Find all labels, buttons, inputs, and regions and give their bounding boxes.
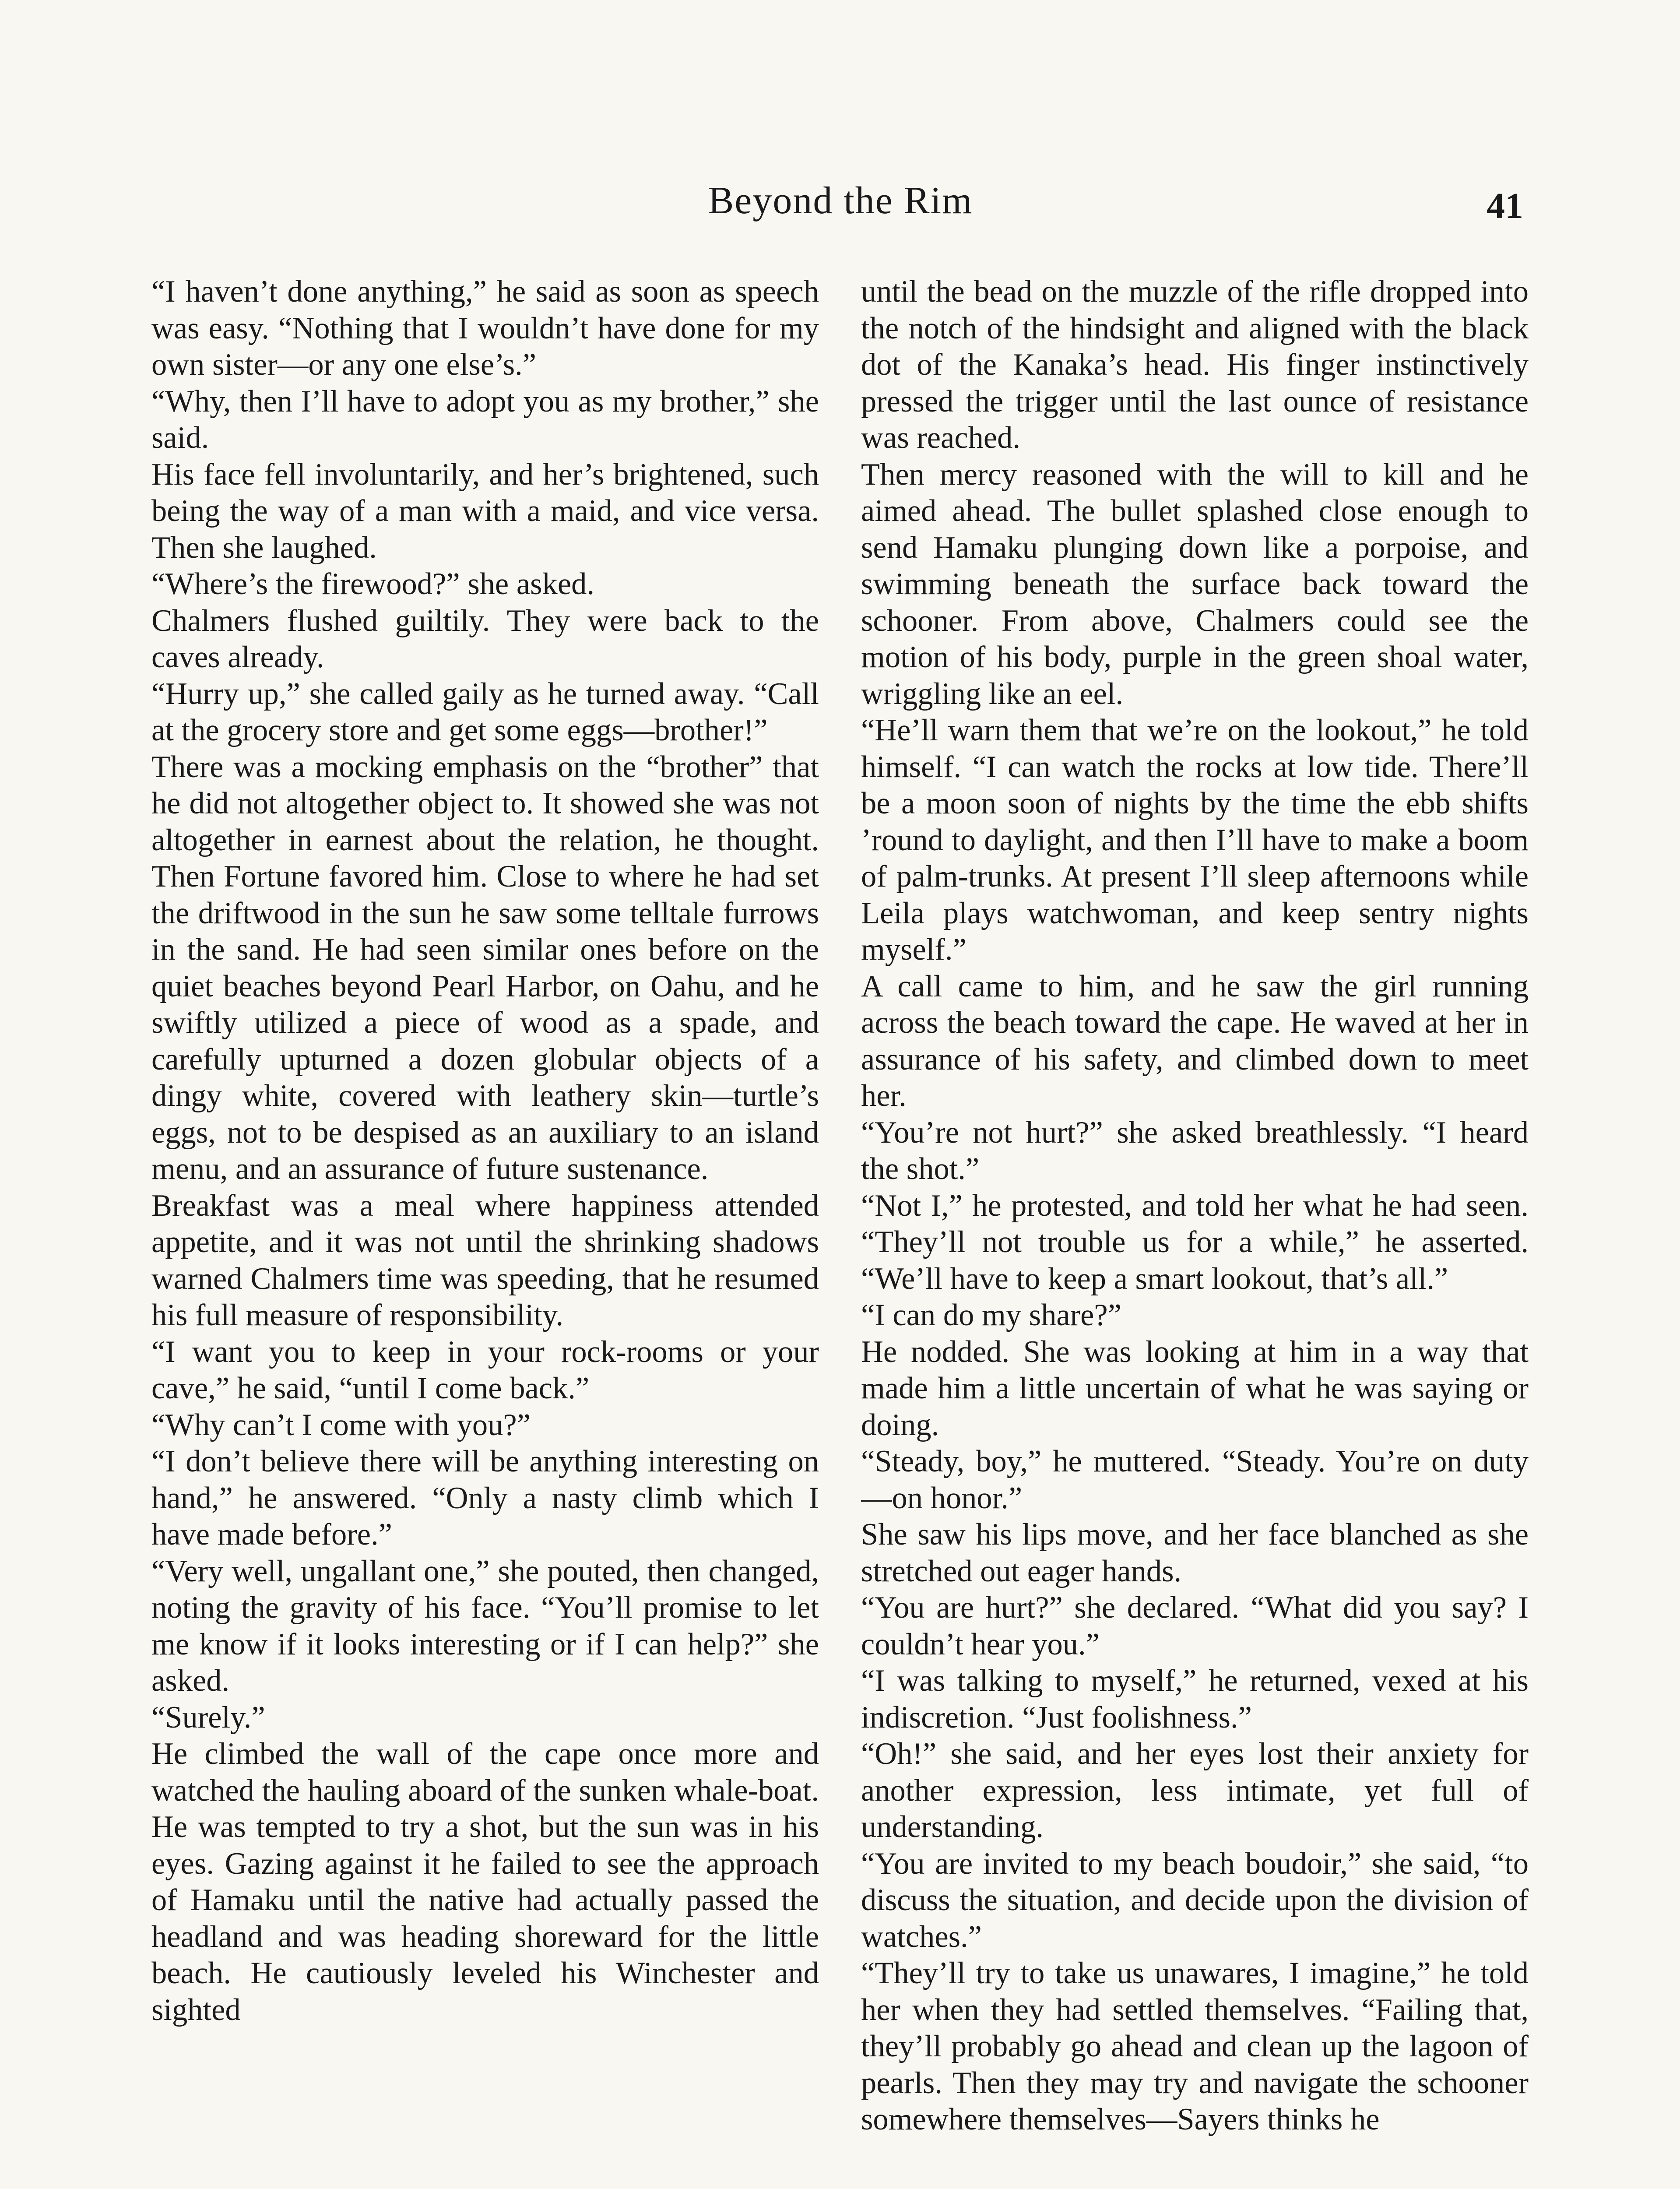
paragraph: “They’ll try to take us unawares, I imagine,” he told her when they had settled themselves. “Failing that, they’ll probably go ahead and clean up the lagoon of pearls. Then they may try and navigate the schooner somewhere themselves—Sayers thinks he <box>861 1956 1529 2136</box>
paragraph: “I was talking to myself,” he returned, vexed at his indiscretion. “Just foolishness.” <box>861 1664 1529 1735</box>
paragraph: She saw his lips move, and her face blanched as she stretched out eager hands. <box>861 1517 1529 1588</box>
paragraph: “He’ll warn them that we’re on the lookout,” he told himself. “I can watch the rocks at low tide. There’ll be a moon soon of nights by the time the ebb shifts ’round to daylight, and then I’ll have to make a boom of palm-trunks. At present I’ll sleep afternoons while Leila plays watchwoman, and keep sentry nights myself.” <box>861 713 1529 967</box>
left-text-column <box>151 274 819 2189</box>
paragraph: “Why can’t I come with you?” <box>151 1408 531 1442</box>
paragraph: He nodded. She was looking at him in a way that made him a little uncertain of what he was saying or doing. <box>861 1334 1529 1442</box>
paragraph: “Surely.” <box>151 1700 265 1735</box>
paragraph: “Not I,” he protested, and told her what he had seen. “They’ll not trouble us for a while,” he asserted. “We’ll have to keep a smart lookout, that’s all.” <box>861 1188 1529 1296</box>
paragraph: Then mercy reasoned with the will to kill and he aimed ahead. The bullet splashed close enough to send Hamaku plunging down like a porpoise, and swimming beneath the surface back toward the schooner. From above, Chalmers could see the motion of his body, purple in the green shoal water, wriggling like an eel. <box>861 457 1529 711</box>
paragraph: Breakfast was a meal where happiness attended appetite, and it was not until the shrinking shadows warned Chalmers time was speeding, that he resumed his full measure of responsibility. <box>151 1188 819 1332</box>
paragraph: A call came to him, and he saw the girl running across the beach toward the cape. He waved at her in assurance of his safety, and climbed down to meet her. <box>861 969 1529 1113</box>
paragraph: “Why, then I’ll have to adopt you as my brother,” she said. <box>151 384 819 455</box>
paragraph: His face fell involuntarily, and her’s brightened, such being the way of a man with a maid, and vice versa. Then she laughed. <box>151 457 819 565</box>
paragraph: until the bead on the muzzle of the rifle dropped into the notch of the hindsight and aligned with the black dot of the Kanaka’s head. His finger instinctively pressed the trigger until the last ounce of resistance was reached. <box>861 275 1529 455</box>
paragraph: Chalmers flushed guiltily. They were back to the caves already. <box>151 603 819 674</box>
paragraph: “You are hurt?” she declared. “What did you say? I couldn’t hear you.” <box>861 1591 1529 1661</box>
paragraph: “You are invited to my beach boudoir,” she said, “to discuss the situation, and decide upon the division of watches.” <box>861 1846 1529 1954</box>
paragraph: “You’re not hurt?” she asked breathlessly. “I heard the shot.” <box>861 1115 1529 1186</box>
paragraph: He climbed the wall of the cape once more and watched the hauling aboard of the sunken whale-boat. He was tempted to try a shot, but the sun was in his eyes. Gazing against it he failed to see the approach of Hamaku until the native had actually passed the headland and was heading shoreward for the little beach. He cautiously leveled his Winchester and sighted <box>151 1737 819 2027</box>
paragraph: “Steady, boy,” he muttered. “Steady. You’re on duty—on honor.” <box>861 1444 1529 1515</box>
paragraph: “I don’t believe there will be anything interesting on hand,” he answered. “Only a nasty climb which I have made before.” <box>151 1444 819 1552</box>
running-title: Beyond the Rim <box>708 179 973 222</box>
paragraph: “Where’s the firewood?” she asked. <box>151 567 594 601</box>
paragraph: “I can do my share?” <box>861 1298 1122 1332</box>
paragraph: There was a mocking emphasis on the “brother” that he did not altogether object to. It showed she was not altogether in earnest about the relation, he thought. Then Fortune favored him. Close to where he had set the driftwood in the sun he saw some telltale furrows in the sand. He had seen similar ones before on the quiet beaches beyond Pearl Harbor, on Oahu, and he swiftly utilized a piece of wood as a spade, and carefully upturned a dozen globular objects of a dingy white, covered with leathery skin—turtle’s eggs, not to be despised as an auxiliary to an island menu, and an assurance of future sustenance. <box>151 750 819 1186</box>
page-number: 41 <box>1487 186 1523 226</box>
right-text-column <box>861 274 1529 2189</box>
paragraph: “Hurry up,” she called gaily as he turned away. “Call at the grocery store and get some eggs—brother!” <box>151 676 819 747</box>
paragraph: “Very well, ungallant one,” she pouted, then changed, noting the gravity of his face. “You’ll promise to let me know if it looks interesting or if I can help?” she asked. <box>151 1554 819 1698</box>
running-head <box>0 179 1680 231</box>
paragraph: “I haven’t done anything,” he said as soon as speech was easy. “Nothing that I wouldn’t have done for my own sister—or any one else’s.” <box>151 275 819 382</box>
paragraph: “Oh!” she said, and her eyes lost their anxiety for another expression, less intimate, yet full of understanding. <box>861 1737 1529 1844</box>
paragraph: “I want you to keep in your rock-rooms or your cave,” he said, “until I come back.” <box>151 1334 819 1405</box>
